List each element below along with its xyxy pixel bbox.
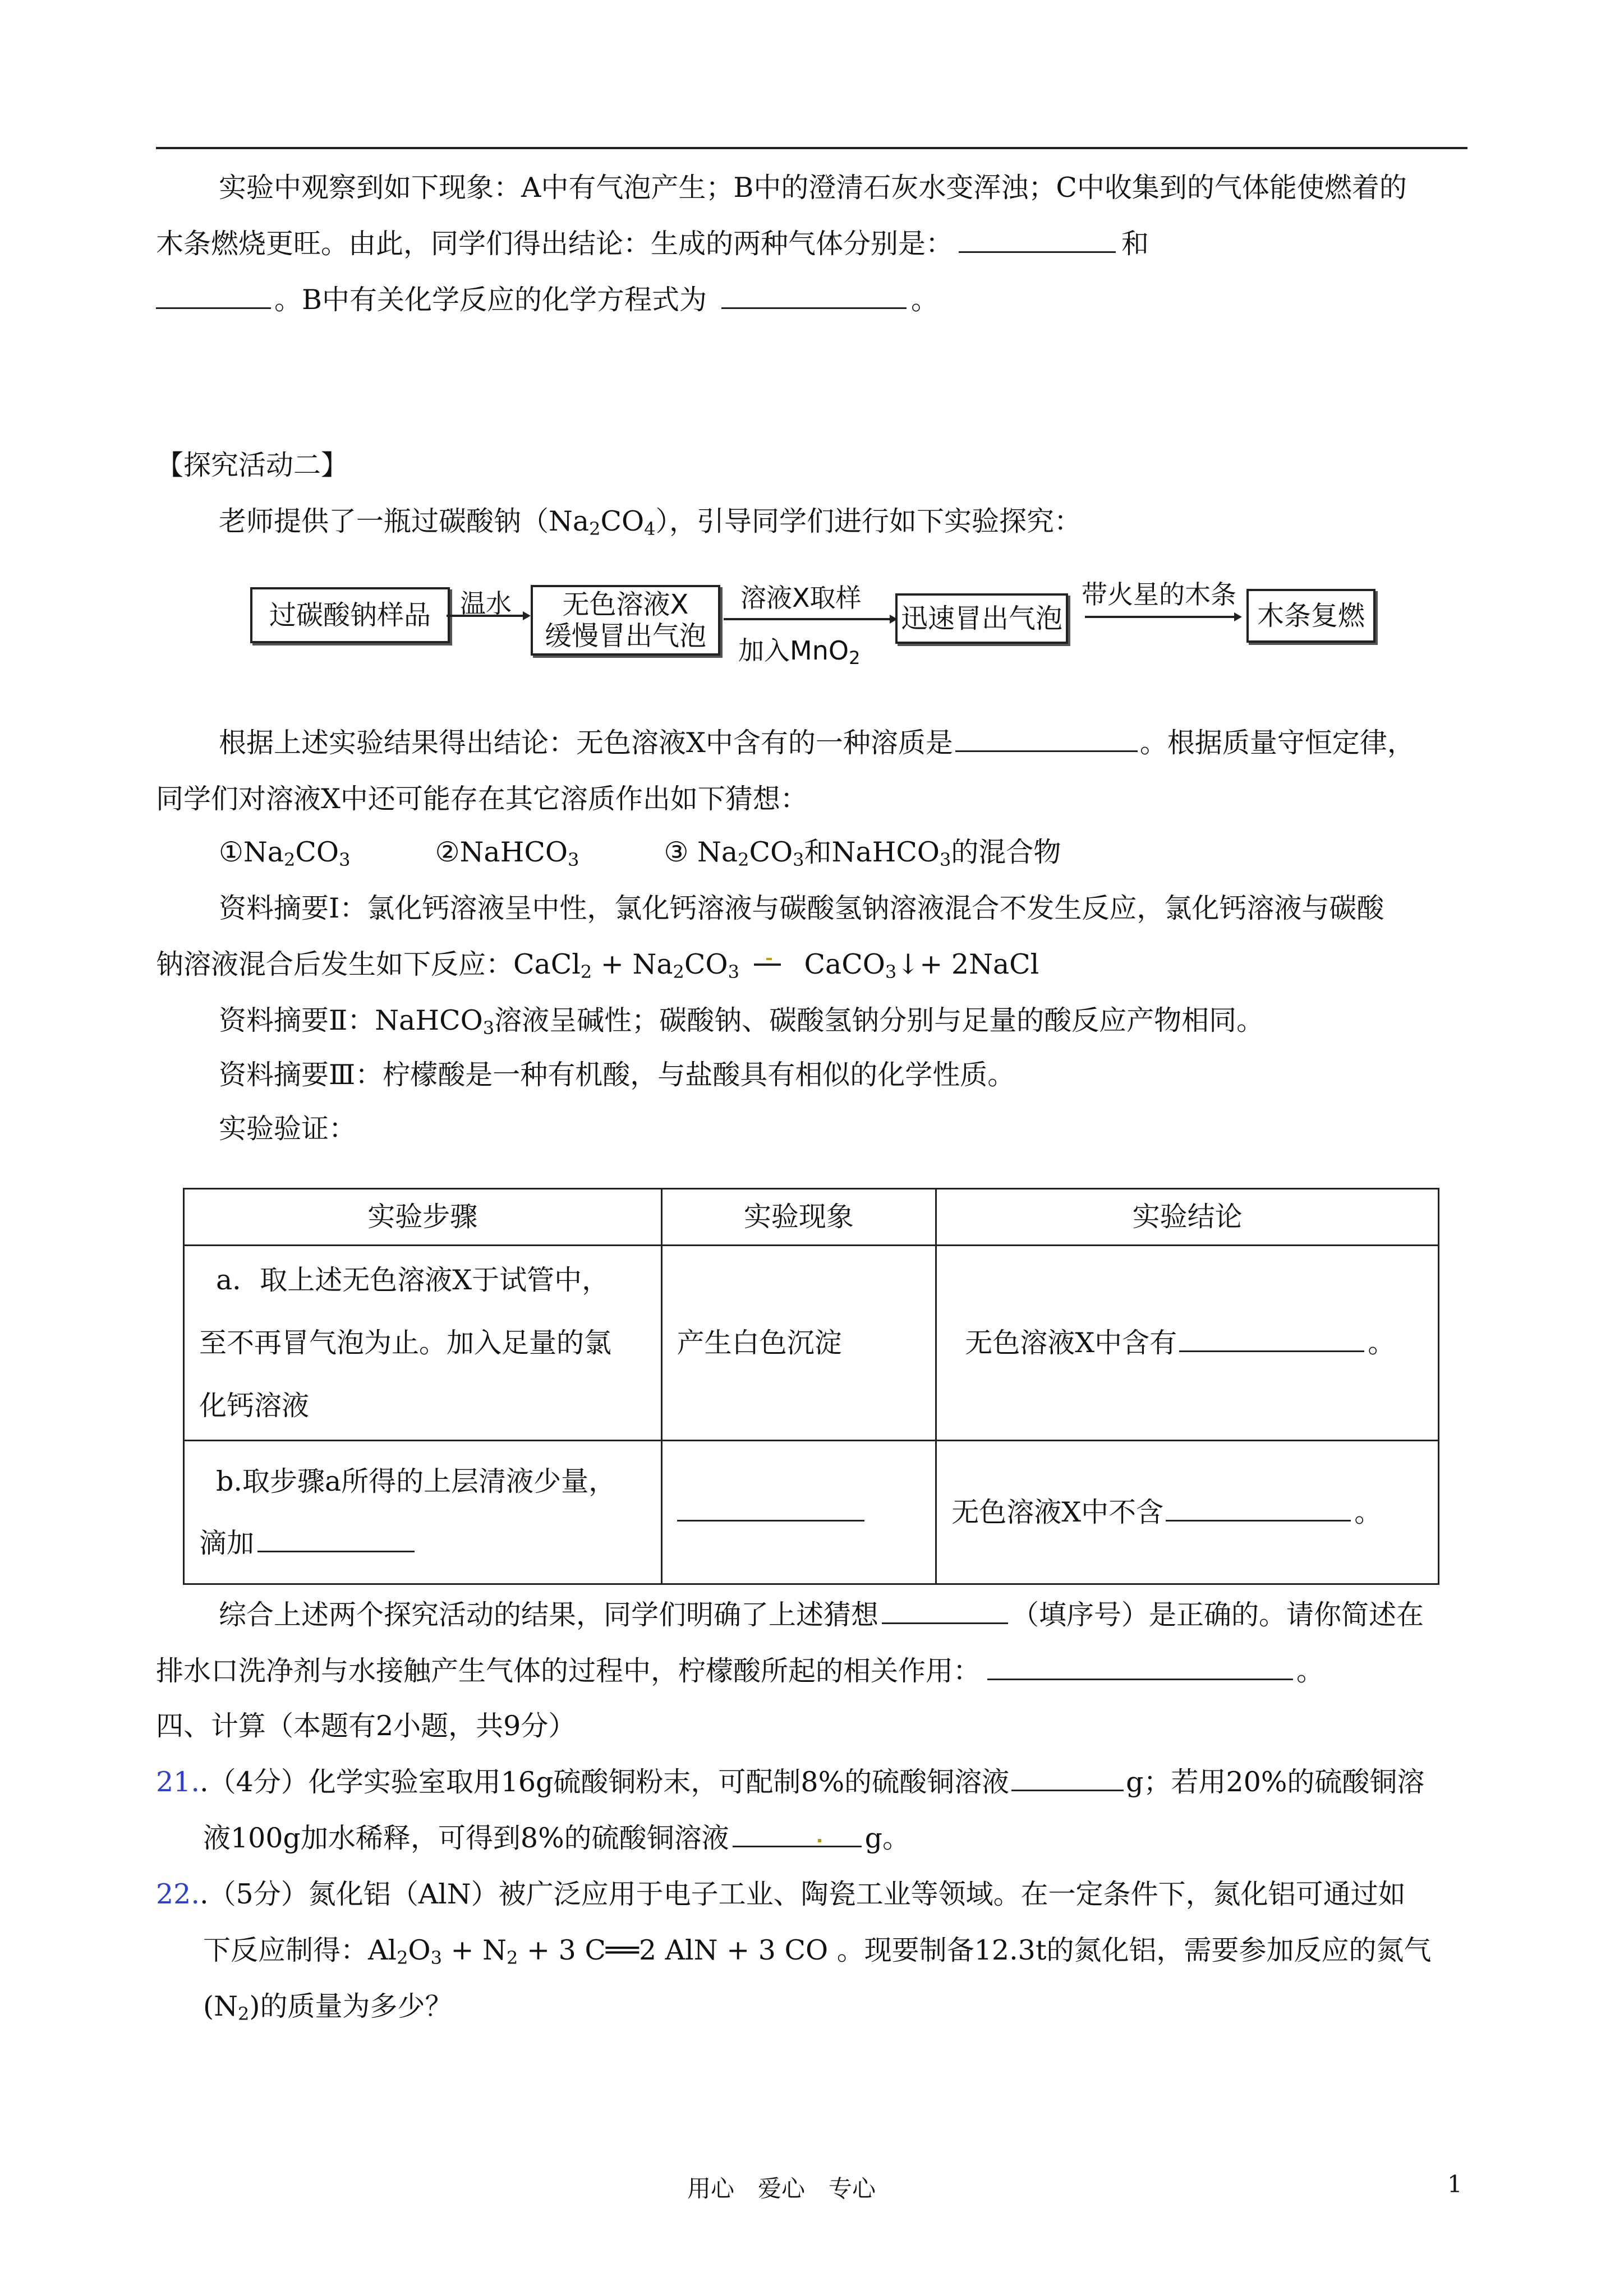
answer-blank[interactable] (955, 728, 1138, 752)
answer-blank[interactable] (1179, 1328, 1364, 1352)
text: 。B中有关化学反应的化学方程式为 (274, 284, 707, 316)
question-21-line1: 21..（4分）化学实验室取用16g硫酸铜粉末，可配制8%的硫酸铜溶液 g；若用20%的硫酸铜溶 (156, 1766, 1425, 1798)
answer-blank[interactable] (257, 1528, 415, 1552)
paragraph-line: 根据上述实验结果得出结论：无色溶液X中含有的一种溶质是 。根据质量守恒定律， (219, 727, 1415, 759)
text: b.取步骤a所得的上层清液少量， (216, 1465, 617, 1497)
flow-box-solution-x: 无色溶液X 缓慢冒出气泡 (531, 585, 720, 656)
table-cell-phenomenon-a: 产生白色沉淀 (661, 1246, 936, 1441)
text: 实验中观察到如下现象：A中有气泡产生；B中的澄清石灰水变浑浊；C中收集到的气体能使燃着的 (219, 172, 1407, 204)
text: 化钙溶液 (199, 1389, 310, 1422)
question-22-line2: 下反应制得：$Al_2O_3 + N_2 + 3$ C══2 AlN + 3 CO 。现要制备12.3t的氮化铝，需要参加反应的氮气 (203, 1934, 1432, 1968)
intro-line: 老师提供了一瓶过碳酸钠$(Na_2CO_4)$，引导同学们进行如下实验探究： (219, 505, 1082, 540)
text: 和 (1121, 228, 1149, 260)
flow-label-warm-water: 温水 (460, 588, 512, 619)
flow-box-splint-relights: 木条复燃 (1246, 589, 1375, 643)
guesses-line: $①Na_2CO_3$ ②NaHCO$_3$ ③ $Na_2CO_3$和NaHCO$_3$的混合物 (219, 836, 1061, 870)
experiment-table (183, 1188, 1439, 1585)
flow-arrow (1085, 611, 1242, 623)
paragraph-line: 钠溶液混合后发生如下反应：CaCl$_2$ + $Na_2CO_3$ CaCO$_3$↓+ 2NaCl (156, 948, 1039, 983)
table-header: 实验步骤 (184, 1189, 662, 1246)
paragraph-line: 资料摘要Ⅲ：柠檬酸是一种有机酸，与盐酸具有相似的化学性质。 (219, 1059, 1015, 1091)
answer-blank[interactable] (156, 285, 271, 309)
table-cell-step-b (184, 1441, 662, 1584)
answer-blank[interactable] (1166, 1497, 1351, 1522)
question-22-line3: $(N_2)$的质量为多少？ (203, 1990, 453, 2025)
table-cell-conclusion-a: 无色溶液X中含有 。 (936, 1246, 1439, 1441)
section-heading: 四、计算（本题有2小题，共9分） (156, 1710, 576, 1742)
table-header: 实验现象 (661, 1189, 936, 1246)
answer-blank[interactable] (882, 1600, 1008, 1624)
flow-label-add-mno2: 加入MnO$_2$ (738, 635, 861, 668)
answer-blank[interactable] (677, 1497, 864, 1522)
paragraph-line: 资料摘要Ⅱ：NaHCO$_3$溶液呈碱性；碳酸钠、碳酸氢钠分别与足量的酸反应产物相同。 (219, 1004, 1264, 1039)
paragraph-line: 实验验证： (219, 1113, 357, 1145)
answer-blank[interactable] (987, 1656, 1293, 1680)
question-number: 22. (156, 1878, 200, 1910)
paragraph-line (219, 171, 1407, 205)
question-21-line2: 液100g加水稀释，可得到8%的硫酸铜溶液 g。 (203, 1822, 910, 1854)
flow-arrow (724, 614, 898, 625)
flow-label-glowing-splint: 带火星的木条 (1082, 579, 1236, 610)
text: 滴加 (199, 1513, 646, 1574)
table-row (184, 1246, 1439, 1441)
paragraph-line: 同学们对溶液X中还可能存在其它溶质作出如下猜想： (156, 783, 808, 815)
paragraph-line: 综合上述两个探究活动的结果，同学们明确了上述猜想 （填序号）是正确的。请你简述在 (219, 1599, 1424, 1631)
table-cell-conclusion-b: 无色溶液X中不含 。 (936, 1441, 1439, 1584)
paragraph-line (156, 227, 1149, 261)
answer-blank[interactable] (1011, 1767, 1124, 1791)
answer-blank[interactable] (733, 1823, 862, 1847)
table-row (184, 1441, 1439, 1584)
section-heading: 【探究活动二】 (156, 449, 349, 481)
table-header: 实验结论 (936, 1189, 1439, 1246)
text: 至不再冒气泡为止。加入足量的氯 (199, 1326, 612, 1359)
question-number: 21. (156, 1766, 200, 1798)
paragraph-line: 排水口洗净剂与水接触产生气体的过程中，柠檬酸所起的相关作用： 。 (156, 1655, 1324, 1687)
table-header-row (184, 1189, 1439, 1246)
flow-box-fast-bubbles: 迅速冒出气泡 (895, 593, 1068, 644)
question-22-line1: 22..（5分）氮化铝（AlN）被广泛应用于电子工业、陶瓷工业等领域。在一定条件下，氮化铝可通过如 (156, 1878, 1406, 1910)
page-number: 1 (1447, 2170, 1462, 2198)
flow-label-sample: 溶液X取样 (740, 583, 862, 613)
flow-arrow (447, 610, 531, 621)
table-cell-step-a (184, 1246, 662, 1441)
footer-motto: 用心 爱心 专心 (687, 2175, 876, 2202)
header-rule (156, 147, 1467, 149)
text: 木条燃烧更旺。由此，同学们得出结论：生成的两种气体分别是： (156, 228, 954, 260)
table-cell-phenomenon-b (661, 1441, 936, 1584)
paragraph-line (156, 283, 938, 317)
answer-blank[interactable] (959, 229, 1116, 253)
text: 。 (911, 284, 939, 316)
flow-box-sample: 过碳酸钠样品 (250, 587, 450, 643)
text: a．取上述无色溶液X于试管中， (216, 1264, 610, 1296)
answer-blank[interactable] (721, 285, 907, 309)
paragraph-line: 资料摘要Ⅰ：氯化钙溶液呈中性，氯化钙溶液与碳酸氢钠溶液混合不发生反应，氯化钙溶液与碳酸 (219, 892, 1384, 924)
